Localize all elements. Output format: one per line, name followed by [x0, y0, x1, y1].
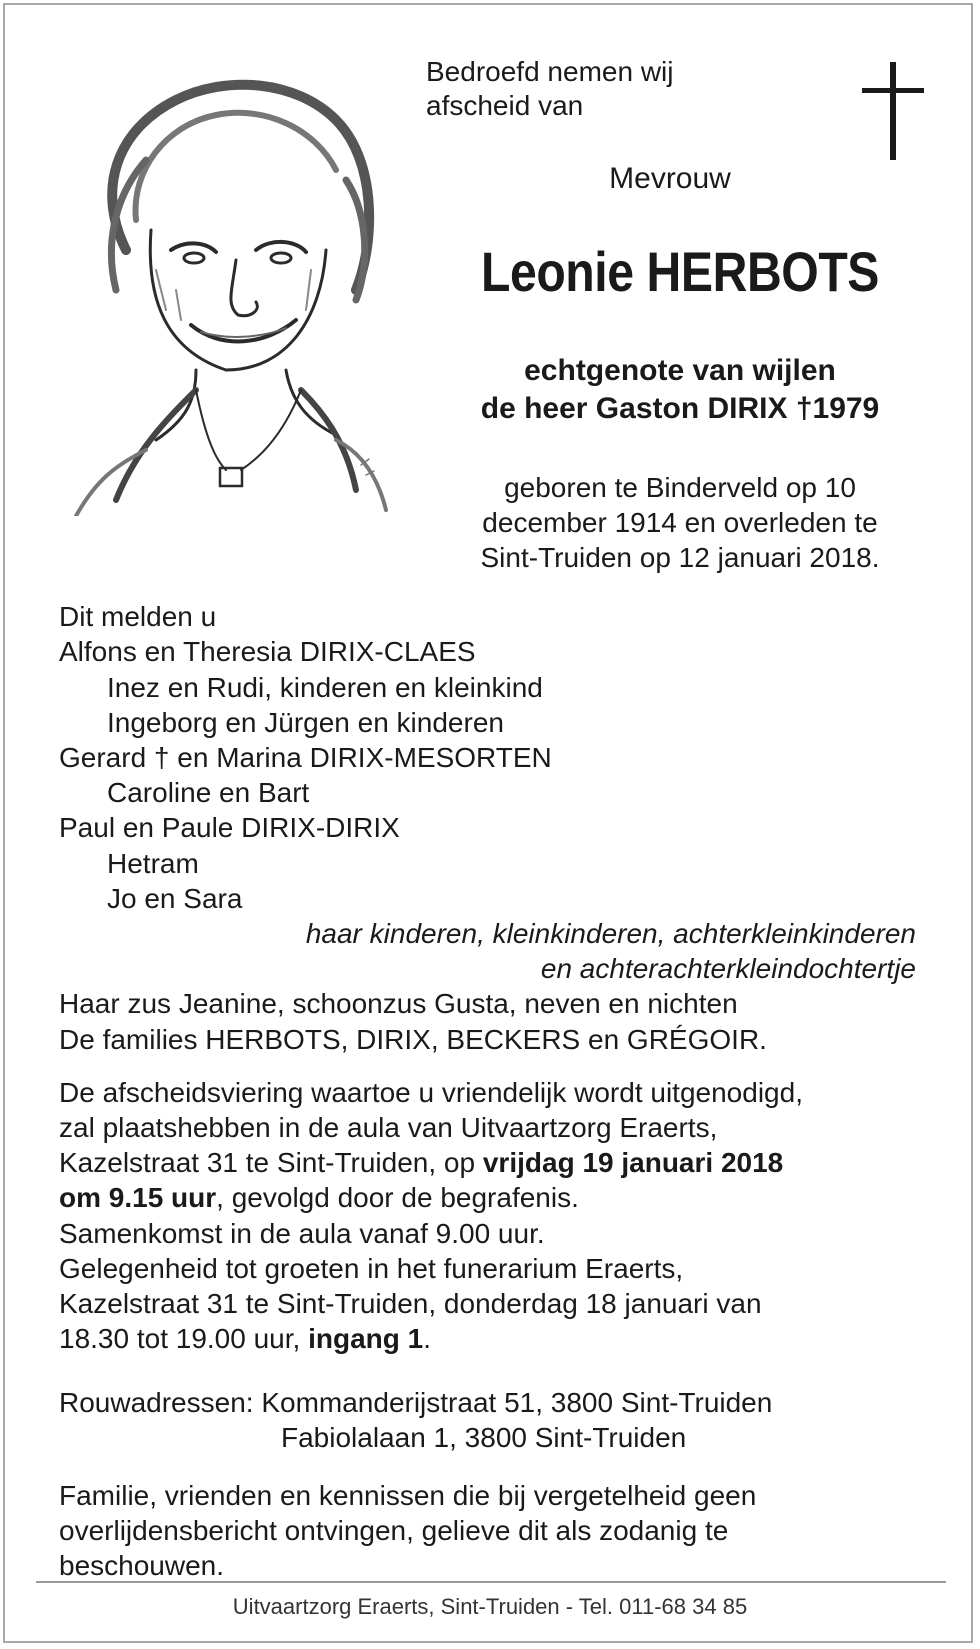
family-line: Jo en Sara — [107, 883, 243, 914]
family-line: Inez en Rudi, kinderen en kleinkind — [107, 672, 543, 703]
family-role-line-1: haar kinderen, kleinkinderen, achterkleinkinderen — [305, 918, 916, 949]
entrance-label: ingang 1 — [308, 1323, 424, 1354]
relatives-line-2: De families HERBOTS, DIRIX, BECKERS en GRÉGOIR. — [59, 1024, 767, 1055]
spouse-line-2: de heer Gaston DIRIX †1979 — [480, 392, 880, 425]
cross-icon — [862, 62, 924, 160]
addresses-line-1: Rouwadressen: Kommanderijstraat 51, 3800 Sint-Truiden — [59, 1387, 773, 1418]
family-line: Hetram — [107, 848, 199, 879]
intro-line-1: Bedroefd nemen wij — [426, 56, 674, 87]
ceremony-line: Kazelstraat 31 te Sint-Truiden, donderdag 18 januari van — [59, 1288, 762, 1319]
footer-divider — [36, 1581, 946, 1583]
deceased-name-wrap — [420, 240, 940, 304]
ceremony-text: 18.30 tot 19.00 uur, — [59, 1323, 309, 1354]
family-line: Ingeborg en Jürgen en kinderen — [107, 707, 504, 738]
birth-death-line-1: geboren te Binderveld op 10 — [504, 472, 856, 503]
ceremony-text: . — [423, 1323, 431, 1354]
family-line: Paul en Paule DIRIX-DIRIX — [59, 812, 400, 843]
ceremony-text: Kazelstraat 31 te Sint-Truiden, op — [59, 1147, 483, 1178]
intro-line-2: afscheid van — [426, 90, 584, 121]
closing-line: overlijdensbericht ontvingen, gelieve dit als zodanig te — [59, 1515, 729, 1546]
closing-line: beschouwen. — [59, 1550, 225, 1581]
footer-contact: Uitvaartzorg Eraerts, Sint-Truiden - Tel. 011-68 34 85 — [232, 1594, 748, 1619]
ceremony-line — [59, 1180, 579, 1215]
family-role-line-2: en achterachterkleindochtertje — [540, 953, 916, 984]
honorific: Mevrouw — [609, 162, 731, 195]
portrait-sketch — [56, 70, 398, 516]
family-line: Alfons en Theresia DIRIX-CLAES — [59, 636, 476, 667]
addresses-line-2: Fabiolalaan 1, 3800 Sint-Truiden — [281, 1422, 687, 1453]
family-line: Caroline en Bart — [107, 777, 310, 808]
ceremony-time: om 9.15 uur — [59, 1182, 217, 1213]
deceased-name: Leonie HERBOTS — [480, 240, 880, 303]
ceremony-line — [59, 1145, 783, 1180]
ceremony-line: Gelegenheid tot groeten in het funerarium Eraerts, — [59, 1253, 684, 1284]
ceremony-text: , gevolgd door de begrafenis. — [216, 1182, 579, 1213]
ceremony-date: vrijdag 19 januari 2018 — [482, 1147, 784, 1178]
ceremony-line — [59, 1321, 431, 1356]
relatives-line-1: Haar zus Jeanine, schoonzus Gusta, neven en nichten — [59, 988, 738, 1019]
birth-death-line-3: Sint-Truiden op 12 januari 2018. — [480, 542, 880, 573]
ceremony-line: De afscheidsviering waartoe u vriendelijk wordt uitgenodigd, — [59, 1077, 803, 1108]
spouse-line-1: echtgenote van wijlen — [524, 354, 836, 387]
ceremony-line: Samenkomst in de aula vanaf 9.00 uur. — [59, 1218, 545, 1249]
family-line: Dit melden u — [59, 601, 217, 632]
family-line: Gerard † en Marina DIRIX-MESORTEN — [59, 742, 552, 773]
ceremony-line: zal plaatshebben in de aula van Uitvaartzorg Eraerts, — [59, 1112, 718, 1143]
birth-death-line-2: december 1914 en overleden te — [482, 507, 878, 538]
closing-line: Familie, vrienden en kennissen die bij vergetelheid geen — [59, 1480, 757, 1511]
